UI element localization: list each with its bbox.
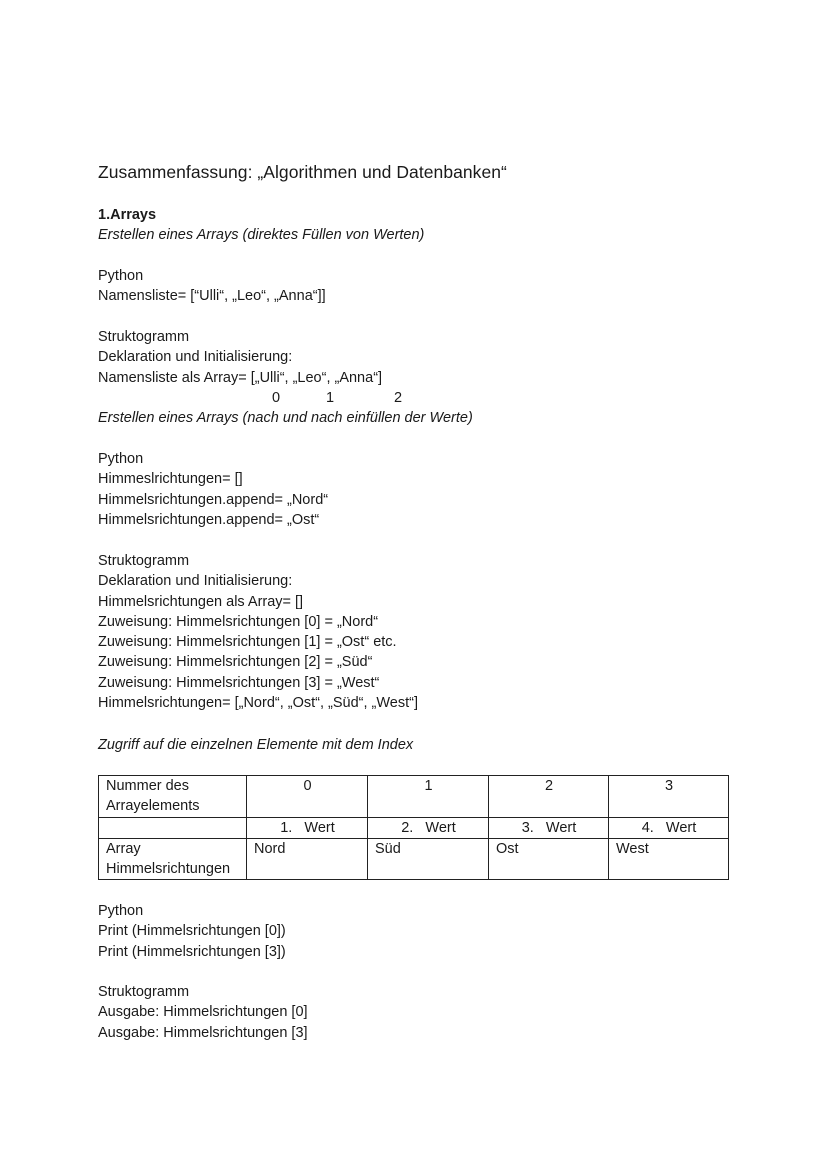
subtitle-index-access-block — [98, 735, 738, 755]
python-label: Python — [98, 451, 144, 467]
table-cell-index: 0 — [247, 776, 368, 818]
table-cell-wert: 4. Wert — [609, 817, 729, 838]
table-cell-index: 2 — [489, 776, 609, 818]
table-row — [99, 776, 729, 818]
table-cell-empty — [99, 817, 247, 838]
struktogramm-block-2 — [98, 551, 738, 713]
python-code-line: Print (Himmelsrichtungen [0]) — [98, 923, 286, 940]
struktogramm-line: Namensliste als Array= [„Ulli“, „Leo“, „Anna“] — [98, 369, 383, 386]
struktogramm-line: Zuweisung: Himmelsrichtungen [1] = „Ost“ etc. — [98, 634, 397, 651]
python-block-3 — [98, 901, 738, 962]
struktogramm-label: Struktogramm — [98, 984, 190, 1000]
table-cell-index: 3 — [609, 776, 729, 818]
struktogramm-block-3 — [98, 982, 738, 1043]
struktogramm-line: Deklaration und Initialisierung: — [98, 349, 293, 366]
section-heading: 1.Arrays — [98, 207, 157, 223]
table-cell-value: West — [609, 838, 729, 880]
table-row — [99, 838, 729, 880]
table-cell-value: Nord — [247, 838, 368, 880]
struktogramm-label: Struktogramm — [98, 329, 190, 345]
table-cell-value: Ost — [489, 838, 609, 880]
struktogramm-line: Zuweisung: Himmelsrichtungen [3] = „West“ — [98, 674, 380, 691]
python-code-line: Himmelsrichtungen.append= „Ost“ — [98, 511, 320, 528]
section-arrays — [98, 205, 738, 246]
struktogramm-block-1 — [98, 327, 738, 428]
python-code-line: Himmelsrichtungen.append= „Nord“ — [98, 491, 329, 508]
python-code-line: Print (Himmelsrichtungen [3]) — [98, 943, 286, 960]
array-table — [98, 775, 729, 880]
python-code-line: Namensliste= [“Ulli“, „Leo“, „Anna“]] — [98, 288, 326, 305]
struktogramm-line: Ausgabe: Himmelsrichtungen [0] — [98, 1004, 308, 1021]
struktogramm-label: Struktogramm — [98, 553, 190, 569]
table-row — [99, 817, 729, 838]
python-code-line: Himmeslrichtungen= [] — [98, 471, 243, 488]
subtitle-index-access: Zugriff auf die einzelnen Elemente mit dem Index — [98, 737, 414, 753]
struktogramm-line: Himmelsrichtungen= [„Nord“, „Ost“, „Süd“, „West“] — [98, 695, 419, 712]
struktogramm-line: Zuweisung: Himmelsrichtungen [2] = „Süd“ — [98, 654, 373, 671]
table-cell-index: 1 — [368, 776, 489, 818]
table-cell-value: Süd — [368, 838, 489, 880]
subtitle-direct-fill: Erstellen eines Arrays (direktes Füllen von Werten) — [98, 227, 425, 244]
table-cell-label: Array Himmelsrichtungen — [99, 838, 247, 880]
struktogramm-line: Himmelsrichtungen als Array= [] — [98, 593, 304, 610]
table-cell-wert: 2. Wert — [368, 817, 489, 838]
index-label: 0 — [272, 389, 281, 406]
struktogramm-line: Ausgabe: Himmelsrichtungen [3] — [98, 1024, 308, 1041]
index-label: 1 — [326, 389, 335, 406]
table-cell-wert: 3. Wert — [489, 817, 609, 838]
struktogramm-line: Deklaration und Initialisierung: — [98, 573, 293, 590]
index-label: 2 — [394, 389, 403, 406]
table-cell-label: Nummer des Arrayelements — [99, 776, 247, 818]
struktogramm-line: Zuweisung: Himmelsrichtungen [0] = „Nord“ — [98, 613, 379, 630]
array-indices — [98, 388, 738, 408]
python-block-1 — [98, 266, 738, 307]
subtitle-incremental-fill: Erstellen eines Arrays (nach und nach einfüllen der Werte) — [98, 410, 473, 427]
python-label: Python — [98, 903, 144, 919]
python-block-2 — [98, 449, 738, 530]
document-title: Zusammenfassung: „Algorithmen und Datenbanken“ — [98, 162, 507, 182]
table-cell-wert: 1. Wert — [247, 817, 368, 838]
python-label: Python — [98, 268, 144, 284]
